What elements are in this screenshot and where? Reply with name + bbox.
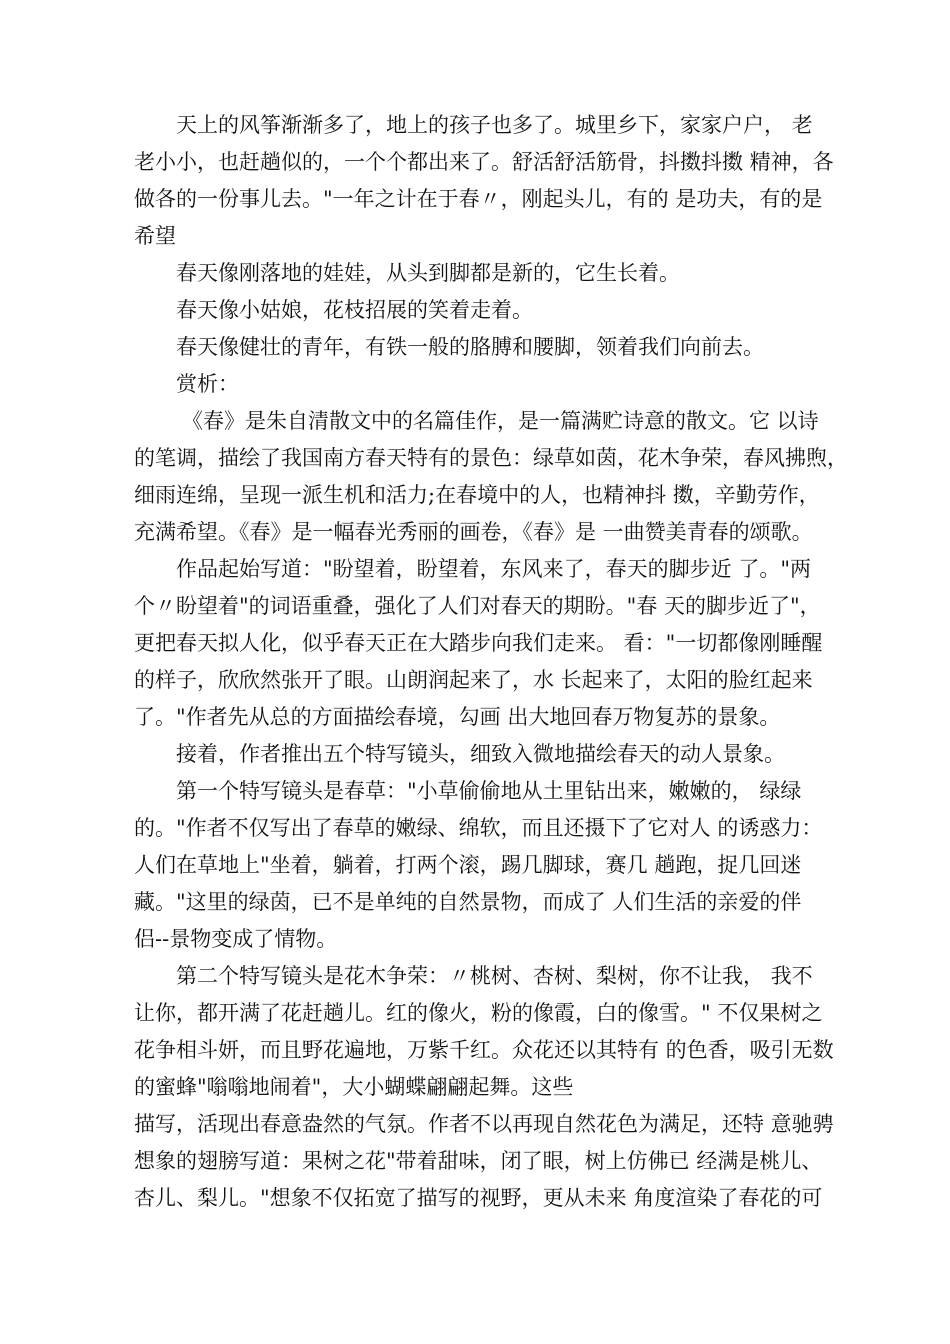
paragraph-9-line-1: 第一个特写镜头是春草："小草偷偷地从土里钻出来，嫩嫩的， 绿绿	[176, 779, 802, 803]
paragraph-9-line-2: 的。"作者不仅写出了春草的嫩绿、绵软，而且还摄下了它对人 的诱惑力：	[134, 816, 823, 840]
paragraph-1-line-4: 希望	[134, 224, 176, 248]
paragraph-10-line-4: 的蜜蜂"嗡嗡地闹着"，大小蝴蝶翩翩起舞。这些	[134, 1075, 574, 1099]
paragraph-11-line-3: 杏儿、梨儿。"想象不仅拓宽了描写的视野，更从未来 角度渲染了春花的可	[134, 1186, 823, 1210]
paragraph-11-line-1: 描写，活现出春意盎然的气氛。作者不以再现自然花色为满足，还特 意驰骋	[134, 1112, 834, 1136]
paragraph-6-line-1: 《春》是朱自清散文中的名篇佳作，是一篇满贮诗意的散文。它 以诗	[182, 409, 819, 433]
paragraph-6-line-2: 的笔调，描绘了我国南方春天特有的景色：绿草如茵，花木争荣，春风拂煦，	[134, 446, 848, 470]
paragraph-7-line-5: 了。"作者先从总的方面描绘春境，勾画 出大地回春万物复苏的景象。	[134, 705, 781, 729]
document-body	[134, 107, 848, 1217]
paragraph-8-line-1: 接着，作者推出五个特写镜头，细致入微地描绘春天的动人景象。	[176, 742, 785, 766]
paragraph-7-line-1: 作品起始写道："盼望着，盼望着，东风来了，春天的脚步近 了。"两	[176, 557, 811, 581]
paragraph-10-line-2: 让你，都开满了花赶趟儿。红的像火，粉的像霞，白的像雪。" 不仅果树之	[134, 1001, 823, 1025]
paragraph-2-line-1: 春天像刚落地的娃娃，从头到脚都是新的，它生长着。	[176, 261, 680, 285]
paragraph-1-line-1: 天上的风筝渐渐多了，地上的孩子也多了。城里乡下，家家户户， 老	[176, 113, 813, 137]
paragraph-9-line-5: 侣--景物变成了情物。	[134, 927, 338, 951]
paragraph-7-line-3: 更把春天拟人化，似乎春天正在大踏步向我们走来。 看："一切都像刚睡醒	[134, 631, 823, 655]
paragraph-1-line-2: 老小小，也赶趟似的，一个个都出来了。舒活舒活筋骨，抖擞抖擞 精神，各	[134, 150, 834, 174]
paragraph-6-line-4: 充满希望。《春》是一幅春光秀丽的画卷，《春》是 一曲赞美青春的颂歌。	[134, 520, 813, 544]
appreciation-heading: 赏析：	[176, 372, 239, 396]
paragraph-10-line-3: 花争相斗妍，而且野花遍地，万紫千红。众花还以其特有 的色香，吸引无数	[134, 1038, 834, 1062]
paragraph-9-line-4: 藏。"这里的绿茵，已不是单纯的自然景物，而成了 人们生活的亲爱的伴	[134, 890, 802, 914]
paragraph-3-line-1: 春天像小姑娘，花枝招展的笑着走着。	[176, 298, 533, 322]
paragraph-4-line-1: 春天像健壮的青年，有铁一般的胳膊和腰脚，领着我们向前去。	[176, 335, 764, 359]
paragraph-9-line-3: 人们在草地上"坐着，躺着，打两个滚，踢几脚球，赛几 趟跑，捉几回迷	[134, 853, 802, 877]
paragraph-7-line-4: 的样子，欣欣然张开了眼。山朗润起来了，水 长起来了，太阳的脸红起来	[134, 668, 813, 692]
paragraph-6-line-3: 细雨连绵，呈现一派生机和活力;在春境中的人，也精神抖 擞，辛勤劳作，	[134, 483, 820, 507]
paragraph-1-line-3: 做各的一份事儿去。"一年之计在于春〃，刚起头儿，有的 是功夫，有的是	[134, 187, 823, 211]
paragraph-7-line-2: 个〃盼望着"的词语重叠，强化了人们对春天的期盼。"春 天的脚步近了"，	[134, 594, 821, 618]
paragraph-11-line-2: 想象的翅膀写道：果树之花"带着甜味，闭了眼，树上仿佛已 经满是桃儿、	[134, 1149, 823, 1173]
paragraph-10-line-1: 第二个特写镜头是花木争荣：〃桃树、杏树、梨树，你不让我， 我不	[176, 964, 813, 988]
